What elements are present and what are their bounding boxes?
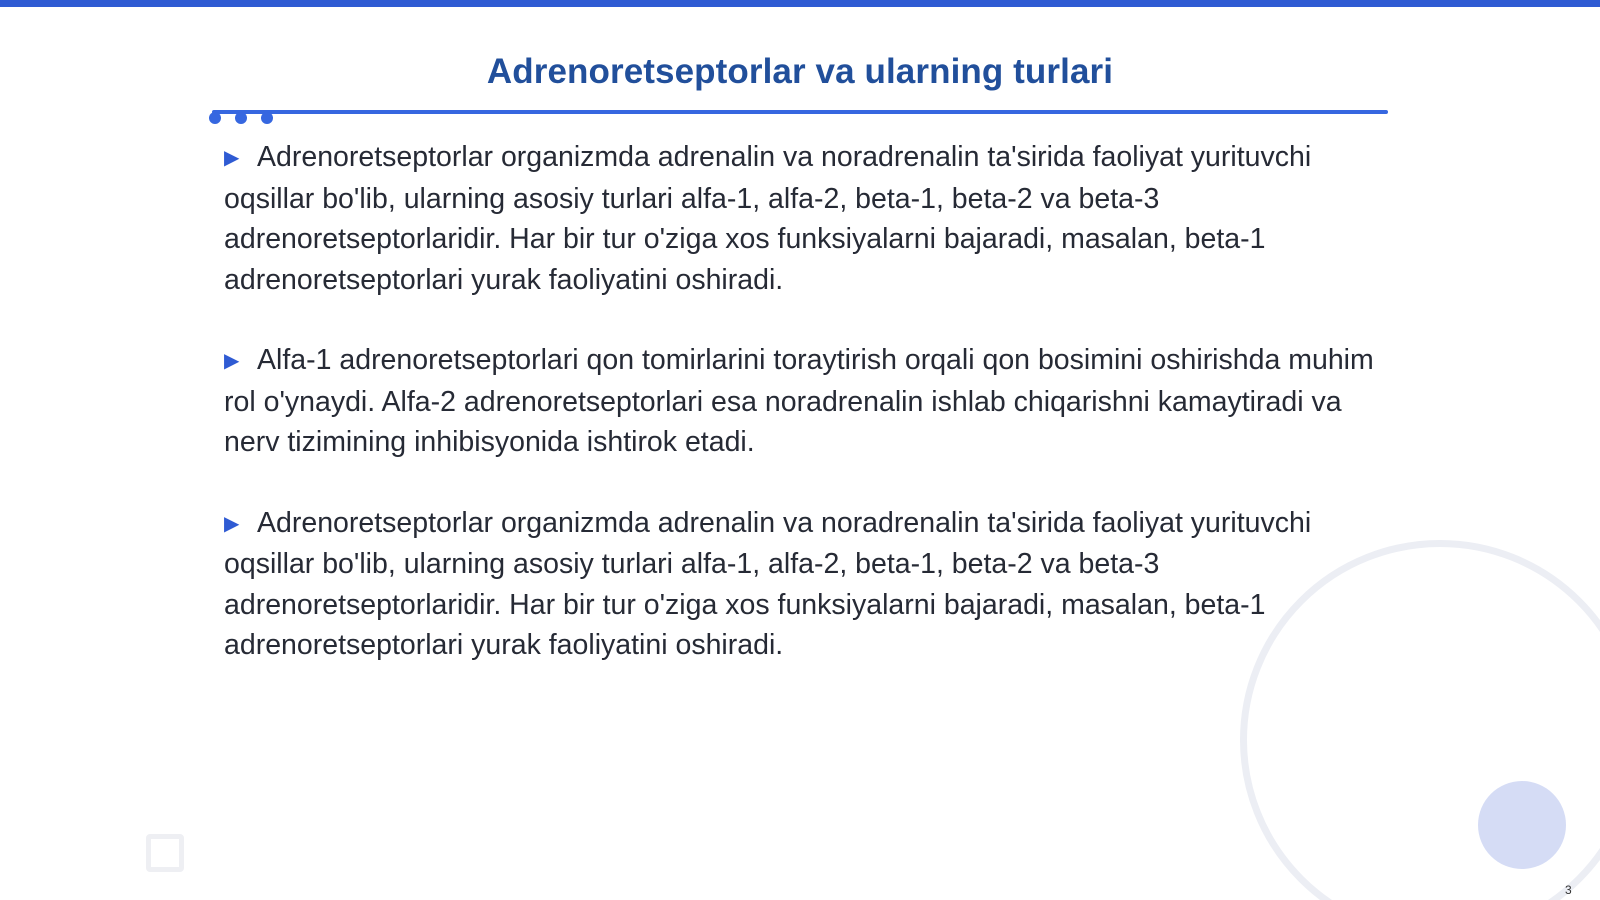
decorative-circle (1478, 781, 1566, 869)
triangle-right-icon: ▶ (224, 512, 240, 535)
bullet-item (224, 503, 1380, 666)
bullet-item (224, 340, 1380, 463)
underline-dot-3 (261, 112, 273, 124)
page-number: 3 (1565, 883, 1572, 897)
underline-dot-2 (235, 112, 247, 124)
bullet-text: Adrenoretseptorlar organizmda adrenalin va noradrenalin ta'sirida faoliyat yurituvchi oqsillar bo'lib, ularning asosiy turlari alfa-1, alfa-2, beta-1, beta-2 va beta-3 adrenoretseptorlaridir. Har bir tur o'ziga xos funksiyalarni bajaradi, masalan, beta-1 adrenoretseptorlari yurak faoliyatini oshiradi. (224, 506, 1312, 661)
title-underline (212, 110, 1388, 114)
decorative-square (146, 834, 184, 872)
bullet-text: Adrenoretseptorlar organizmda adrenalin va noradrenalin ta'sirida faoliyat yurituvchi oqsillar bo'lib, ularning asosiy turlari alfa-1, alfa-2, beta-1, beta-2 va beta-3 adrenoretseptorlaridir. Har bir tur o'ziga xos funksiyalarni bajaradi, masalan, beta-1 adrenoretseptorlari yurak faoliyatini oshiradi. (224, 141, 1312, 296)
bullet-text: Alfa-1 adrenoretseptorlari qon tomirlarini toraytirish orqali qon bosimini oshirishda muhim rol o'ynaydi. Alfa-2 adrenoretseptorlari esa noradrenalin ishlab chiqarishni kamaytiradi va nerv tizimining inhibisyonida ishtirok etadi. (224, 344, 1374, 458)
underline-dot-1 (209, 112, 221, 124)
bullet-item (224, 137, 1380, 300)
top-accent-bar (0, 0, 1600, 7)
triangle-right-icon: ▶ (224, 147, 240, 169)
slide-title: Adrenoretseptorlar va ularning turlari (486, 52, 1114, 91)
bullet-list (224, 137, 1380, 706)
triangle-right-icon: ▶ (224, 350, 240, 372)
